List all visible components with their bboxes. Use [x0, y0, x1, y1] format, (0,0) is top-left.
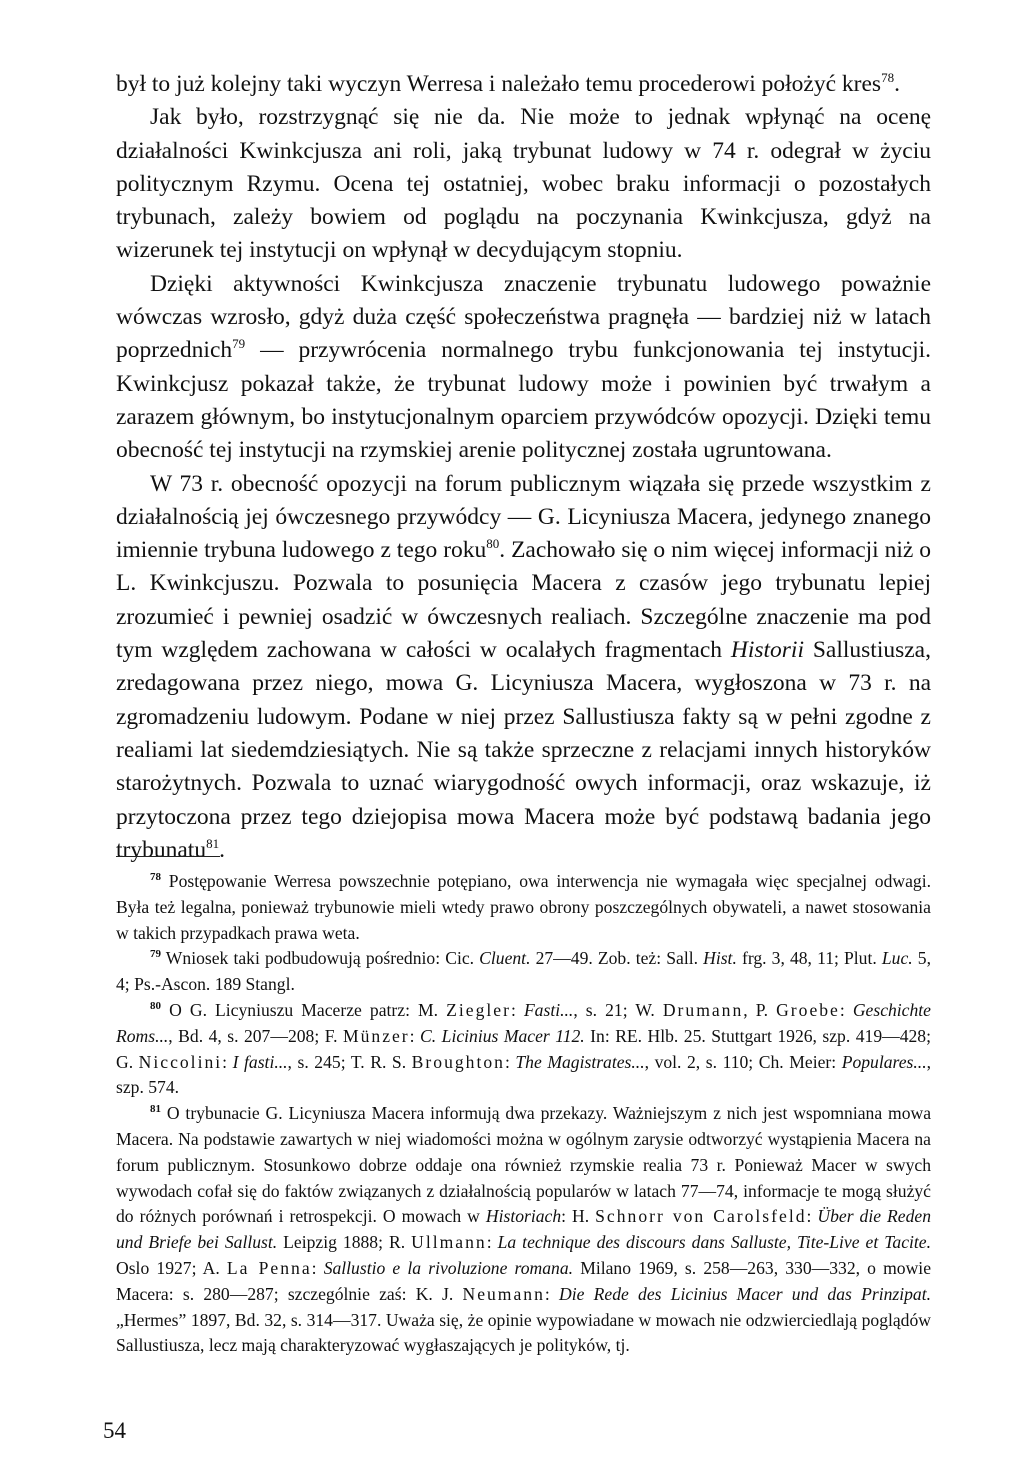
- footnote-81: $^{81}$ O trybunacie G. Licyniusza Macera informują dwa przekazy. Ważniejszym z nich jest wspomniana mowa Macera. Na podstawie zawartych w niej wiadomości można w ogólnym zarysie odtworzyć wystąpienia Macera na forum publicznym. Stosunkowo dobrze oddaje ona również rzymskie realia 73 r. Ponieważ Macer w swych wywodach cofał się do faktów związanych z działalnością popularów w latach 77—74, informacje te mogą służyć do różnych porównań i retrospekcji. O mowach w Historiach: H. Schnorr von Carolsfeld: Über die Reden und Briefe bei Sallust. Leipzig 1888; R. Ullmann: La technique des discours dans Salluste, Tite-Live et Tacite. Oslo 1927; A. La Penna: Sallustio e la rivoluzione romana. Milano 1969, s. 258—263, 330—332, o mowie Macera: s. 280—287; szczególnie zaś: K. J. Neumann: Die Rede des Licinius Macer und das Prinzipat. „Hermes” 1897, Bd. 32, s. 314—317. Uważa się, że opinie wypowiadane w mowach nie odzwierciedlają poglądów Sallustiusza, lecz mają charakteryzować wygłaszających je polityków, tj.: [116, 1103, 932, 1356]
- paragraph: Jak było, rozstrzygnąć się nie da. Nie może to jednak wpłynąć na ocenę działalności Kwinkcjusza ani roli, jaką trybunat ludowy w 74 r. odegrał w życiu politycznym Rzymu. Ocena tej ostatniej, wobec braku informacji o pozostałych trybunach, zależy bowiem od poglądu na poczynania Kwinkcjusza, gdyż na wizerunek tej instytucji on wpłynął w decydującym stopniu.: [116, 104, 931, 264]
- footnote-ref: 80: [486, 536, 500, 552]
- footnote-80: $^{80}$ O G. Licyniuszu Macerze patrz: M. Ziegler: Fasti..., s. 21; W. Drumann, P. Groebe: Geschichte Roms..., Bd. 4, s. 207—208; F. Münzer: C. Licinius Macer 112. In: RE. Hlb. 25. Stuttgart 1926, szp. 419—428; G. Niccolini: I fasti..., s. 245; T. R. S. Broughton: The Magistrates..., vol. 2, s. 110; Ch. Meier: Populares..., szp. 574.: [116, 999, 931, 1098]
- page-number: 54: [103, 1418, 126, 1443]
- main-text: [116, 68, 931, 867]
- footnote-ref: 78: [881, 70, 895, 86]
- footnote-ref: 79: [232, 336, 246, 352]
- footnote-78: $^{78}$ Postępowanie Werresa powszechnie potępiano, owa interwencja nie wymagała więc specjalnej odwagi. Była też legalna, ponieważ trybunowie mieli wtedy prawo obrony poszczególnych obywateli, a nawet stosowania w takich przypadkach prawa weta.: [116, 871, 931, 943]
- footnote-separator: [116, 856, 220, 857]
- paragraph: W 73 r. obecność opozycji na forum publicznym wiązała się przede wszystkim z działalnością jej ówczesnego przywódcy — G. Licyniusza Macera, jedynego znanego imiennie trybuna ludowego z tego roku$^{80}$. Zachowało się o nim więcej informacji niż o L. Kwinkcjuszu. Pozwala to posunięcia Macera z czasów jego trybunatu lepiej zrozumieć i pewniej osadzić w ówczesnych realiach. Szczególne znaczenie ma pod tym względem zachowana w całości w ocalałych fragmentach Historii Sallustiusza, zredagowana przez niego, mowa G. Licyniusza Macera, wygłoszona w 73 r. na zgromadzeniu ludowym. Podane w niej przez Sallustiusza fakty są w pełni zgodne z realiami lat siedemdziesiątych. Nie są także sprzeczne z relacjami innych historyków starożytnych. Pozwala to uznać wiarygodność owych informacji, oraz wskazuje, iż przytoczona przez tego dziejopisa mowa Macera może być podstawą badania jego trybunatu$^{81}$.: [116, 470, 931, 863]
- footnotes: [116, 869, 931, 1359]
- paragraph: był to już kolejny taki wyczyn Werresa i należało temu procederowi położyć kres$^{78}$.: [116, 70, 900, 97]
- footnote-ref: 81: [206, 836, 220, 851]
- paragraph: Dzięki aktywności Kwinkcjusza znaczenie trybunatu ludowego poważnie wówczas wzrosło, gdyż duża część społeczeństwa pragnęła — bardziej niż w latach poprzednich$^{79}$ — przywrócenia normalnego trybu funkcjonowania tej instytucji. Kwinkcjusz pokazał także, że trybunat ludowy może i powinien być trwałym a zarazem głównym, bo instytucjonalnym oparciem przywódców opozycji. Dzięki temu obecność tej instytucji na rzymskiej arenie politycznej została ugruntowana.: [116, 270, 931, 464]
- footnote-79: $^{79}$ Wniosek taki podbudowują pośrednio: Cic. Cluent. 27—49. Zob. też: Sall. Hist. frg. 3, 48, 11; Plut. Luc. 5, 4; Ps.-Ascon. 189 Stangl.: [116, 948, 931, 995]
